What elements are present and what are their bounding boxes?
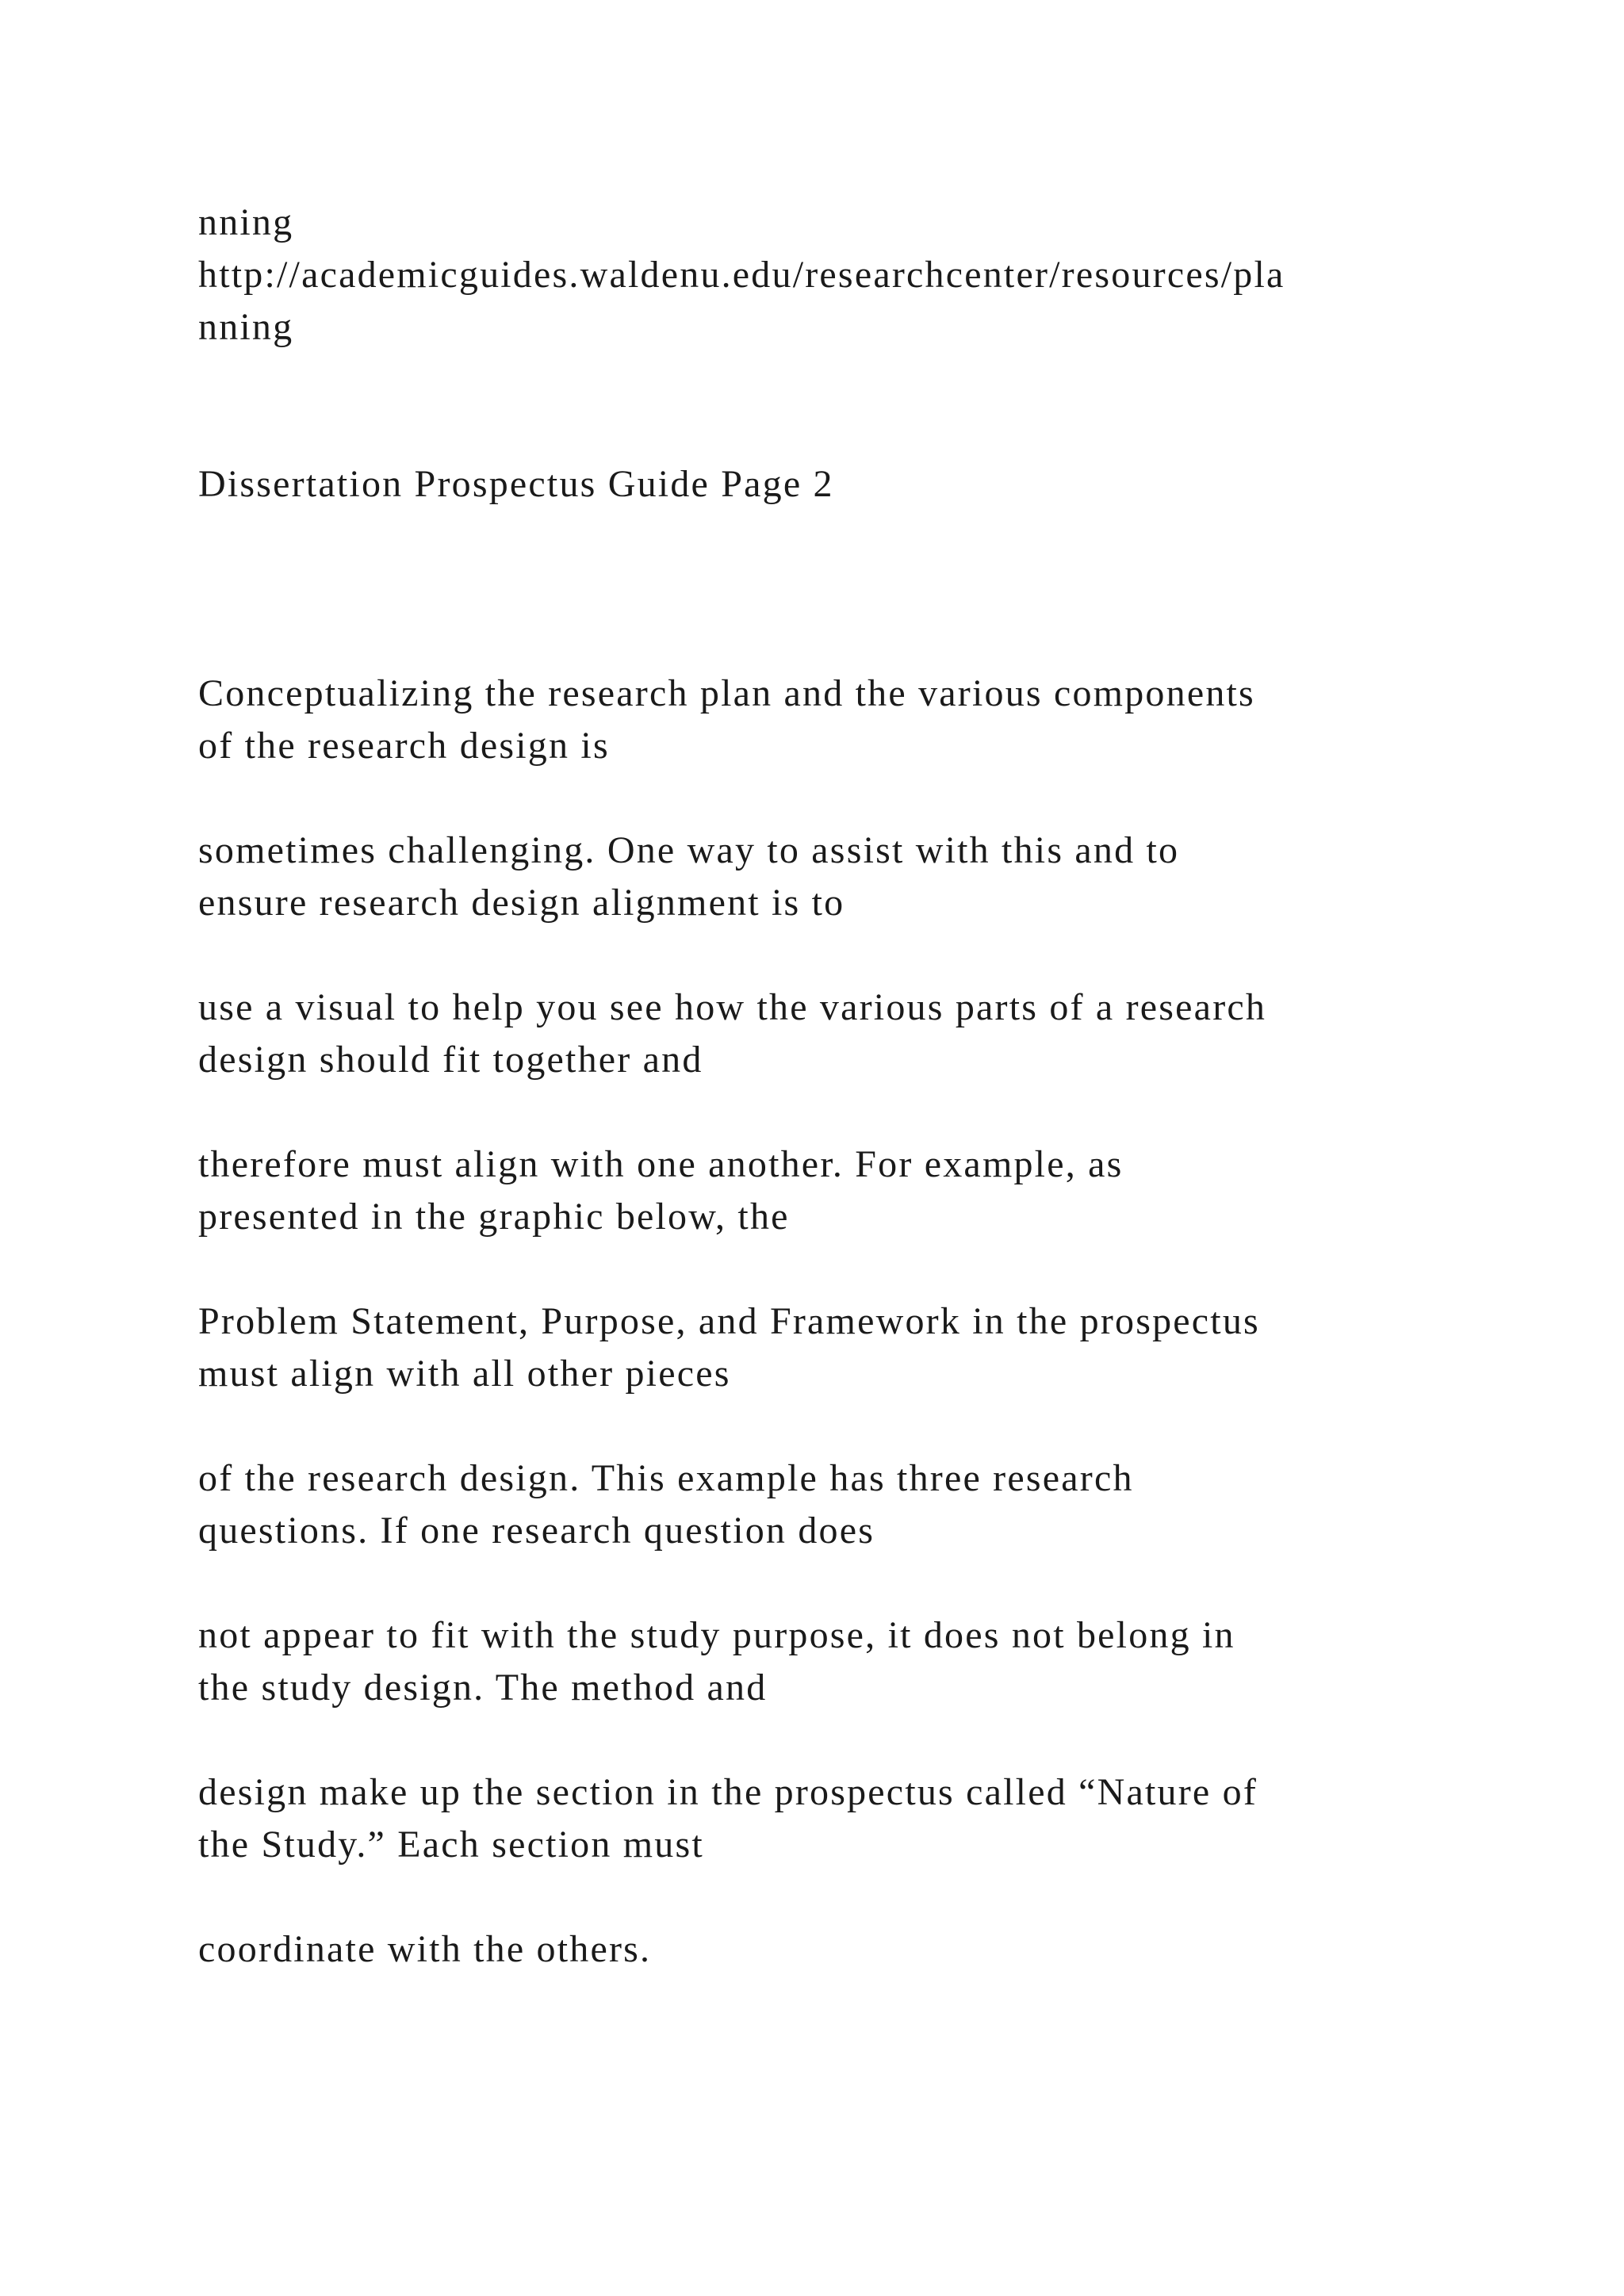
paragraph-line: Problem Statement, Purpose, and Framework in the prospectus (198, 1300, 1260, 1342)
paragraph-line: sometimes challenging. One way to assist with this and to (198, 829, 1180, 871)
header-line-fragment: nning (198, 201, 294, 243)
paragraph-line: therefore must align with one another. For example, as (198, 1143, 1124, 1185)
paragraph-line: ensure research design alignment is to (198, 882, 845, 924)
paragraph-line: use a visual to help you see how the various parts of a research (198, 986, 1267, 1028)
paragraph-line: not appear to fit with the study purpose, it does not belong in (198, 1614, 1235, 1656)
paragraph-line: design should fit together and (198, 1039, 703, 1081)
paragraph-line: Conceptualizing the research plan and the various components (198, 672, 1255, 714)
header-line-url: http://academicguides.waldenu.edu/researchcenter/resources/pla (198, 254, 1285, 296)
paragraph-line: must align with all other pieces (198, 1353, 731, 1395)
paragraph-line: questions. If one research question does (198, 1510, 875, 1552)
paragraph-line: presented in the graphic below, the (198, 1196, 790, 1238)
paragraph-line: the Study.” Each section must (198, 1823, 704, 1866)
paragraph-line: design make up the section in the prospectus called “Nature of (198, 1771, 1258, 1813)
header-line-fragment-end: nning (198, 306, 294, 348)
page-label: Dissertation Prospectus Guide Page 2 (198, 463, 834, 505)
paragraph-line: of the research design is (198, 725, 610, 767)
paragraph-line: of the research design. This example has three research (198, 1457, 1134, 1499)
paragraph-line: the study design. The method and (198, 1667, 768, 1709)
paragraph-line: coordinate with the others. (198, 1928, 652, 1970)
